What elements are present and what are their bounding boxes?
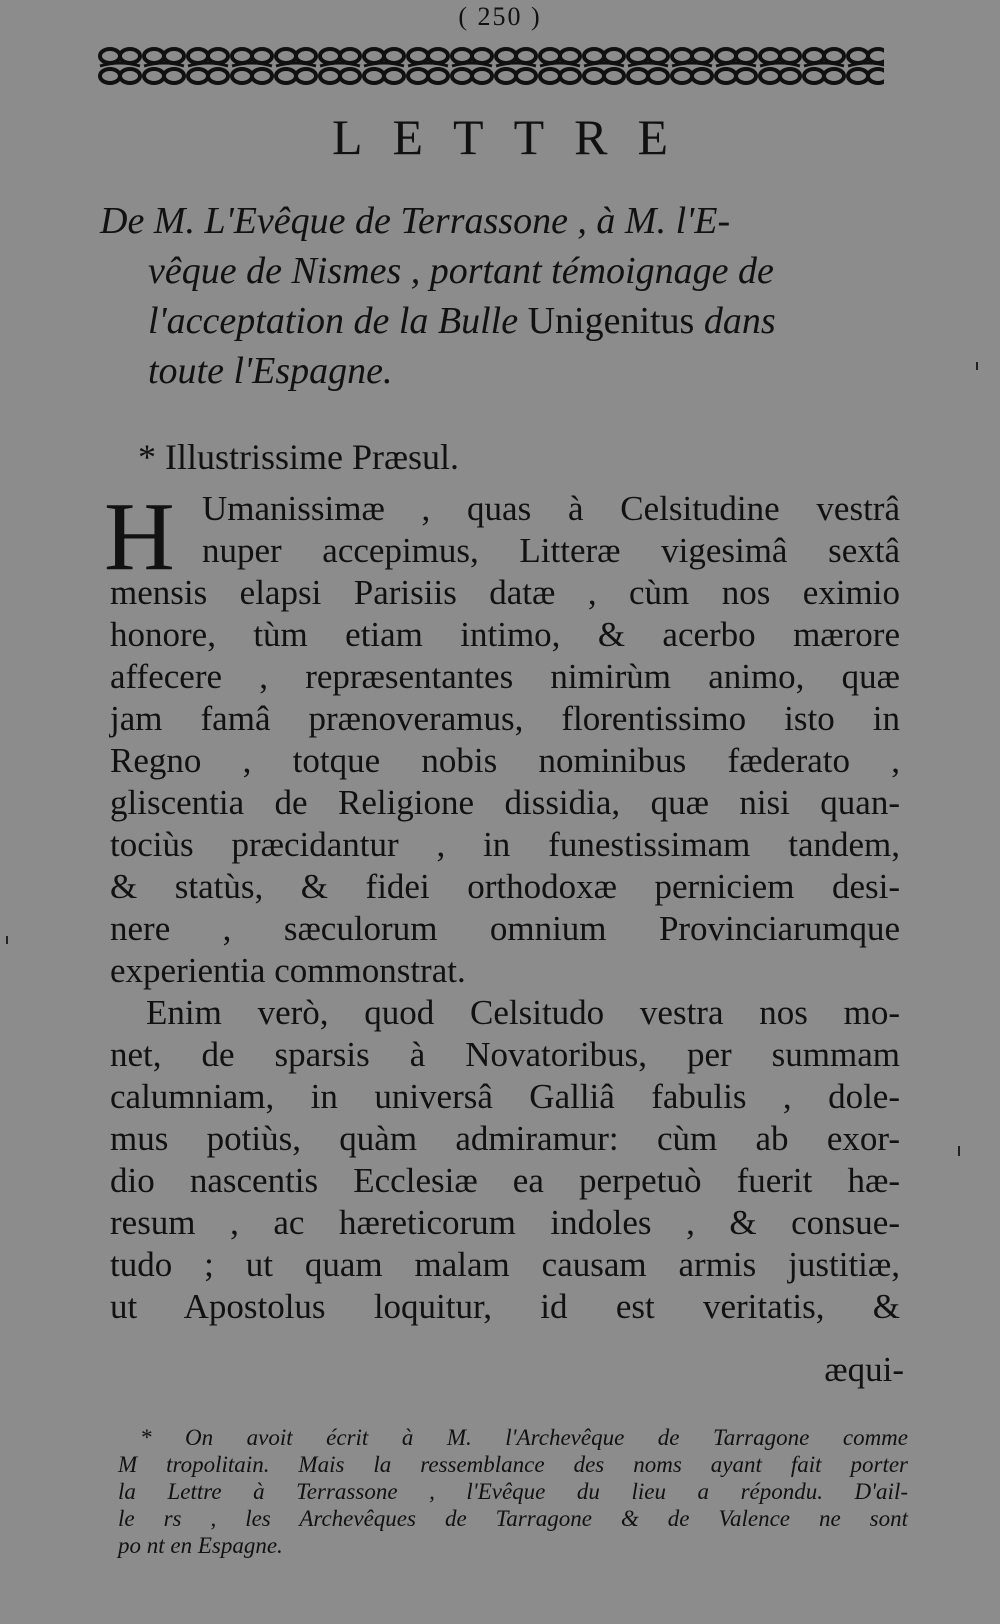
body-line: nere , sæculorum omnium Provinciarumque — [110, 909, 900, 948]
body-line: dio nascentis Ecclesiæ ea perpetuò fuerit hæ- — [110, 1161, 900, 1200]
ink-speck — [6, 936, 8, 944]
letter-body — [110, 488, 900, 1328]
body-line: gliscentia de Religione dissidia, quæ nisi quan- — [110, 783, 900, 822]
body-line: Enim verò, quod Celsitudo vestra nos mo- — [146, 993, 900, 1032]
footnote-line: M tropolitain. Mais la ressemblance des noms ayant fait porter — [118, 1452, 908, 1477]
body-line: tociùs præcidantur , in funestissimam tandem, — [110, 825, 900, 864]
body-line: affecere , repræsentantes nimirùm animo, quæ — [110, 657, 900, 696]
decorative-header-band — [98, 42, 884, 90]
body-line: resum , ac hæreticorum indoles , & consue- — [110, 1203, 900, 1242]
body-line: Regno , totque nobis nominibus fæderato , — [110, 741, 900, 780]
subtitle-line — [100, 296, 890, 346]
footnote — [118, 1424, 908, 1559]
bull-name: Unigenitus — [527, 300, 695, 342]
body-line: mus potiùs, quàm admiramur: cùm ab exor- — [110, 1119, 900, 1158]
subtitle-line: toute l'Espagne. — [148, 350, 393, 392]
body-line: mensis elapsi Parisiis datæ , cùm nos eximio — [110, 573, 900, 612]
footnote-line: le rs , les Archevêques de Tarragone & de Valence ne sont — [118, 1506, 908, 1531]
subtitle-line: vêque de Nismes , portant témoignage de — [148, 250, 774, 292]
body-line: jam famâ prænoveramus, florentissimo isto in — [110, 699, 900, 738]
ink-speck — [958, 1146, 960, 1156]
ink-speck — [976, 362, 978, 370]
body-line: experientia commonstrat. — [110, 951, 466, 990]
body-line: honore, tùm etiam intimo, & acerbo mærore — [110, 615, 900, 654]
body-line: Umanissimæ , quas à Celsitudine vestrâ — [202, 489, 900, 528]
subtitle-text: dans — [703, 300, 776, 342]
body-line: ut Apostolus loquitur, id est veritatis, & — [110, 1287, 900, 1326]
body-line: net, de sparsis à Novatoribus, per summam — [110, 1035, 900, 1074]
catchword: æqui- — [824, 1350, 904, 1389]
subtitle-text: l'acceptation de la Bulle — [148, 300, 519, 342]
page-number: ( 250 ) — [458, 2, 542, 31]
body-line: calumniam, in universâ Galliâ fabulis , dole- — [110, 1077, 900, 1116]
salutation: * Illustrissime Præsul. — [138, 437, 460, 477]
body-line: nuper accepimus, Litteræ vigesimâ sextâ — [202, 531, 900, 570]
footnote-line: la Lettre à Terrassone , l'Evêque du lieu a répondu. D'ail- — [118, 1479, 908, 1504]
body-line: tudo ; ut quam malam causam armis justitiæ, — [110, 1245, 900, 1284]
letter-subtitle — [100, 196, 890, 396]
drop-capital: H — [104, 483, 175, 591]
footnote-line: * On avoit écrit à M. l'Archevêque de Tarragone comme — [140, 1425, 908, 1450]
body-line: & statùs, & fidei orthodoxæ perniciem desi- — [110, 867, 900, 906]
letter-title: LETTRE — [331, 109, 699, 165]
subtitle-line: De M. L'Evêque de Terrassone , à M. l'E- — [100, 200, 731, 242]
footnote-line: po nt en Espagne. — [118, 1533, 283, 1558]
